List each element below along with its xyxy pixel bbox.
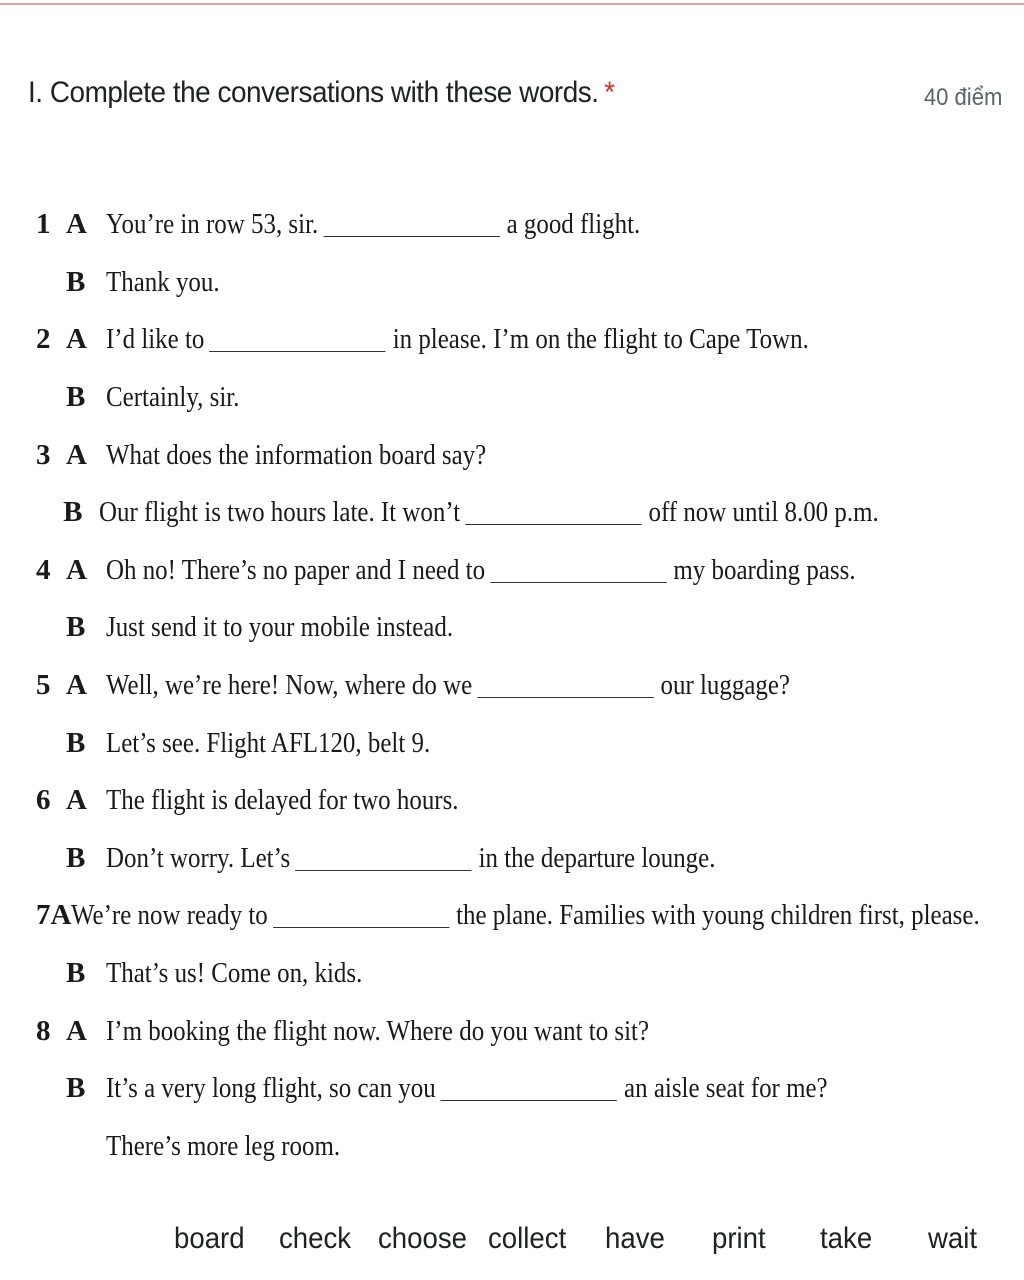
speaker-label: A [66,208,87,241]
speaker-label: A [66,553,87,586]
points-label: 40 điểm [923,84,1002,111]
text-after-blank: the plane. Families with young children first, please. [456,899,981,932]
dialogue-line [36,426,1006,484]
required-asterisk: * [604,76,615,109]
dialogue-text [106,554,856,587]
dialogue-line [36,945,1006,1003]
top-divider [0,3,1024,5]
item-number: 2 [36,323,51,356]
dialogue-line [36,1118,1006,1176]
dialogue-text [99,496,879,529]
text-before-blank: Just send it to your mobile instead. [106,611,454,644]
dialogue-text [106,323,809,356]
text-before-blank: Certainly, sir. [106,381,240,414]
speaker-label: B [66,841,86,874]
word-bank-item: check [279,1222,352,1255]
speaker-label: A [66,438,87,471]
speaker-label: B [66,1072,86,1105]
answer-blank [466,523,642,525]
dialogue-line [36,311,1006,369]
speaker-label: B [63,496,83,529]
word-bank-item: print [712,1222,766,1255]
speaker-label: A [66,784,87,817]
dialogue-line [36,830,1006,888]
dialogue-line [36,254,1006,312]
dialogue-line [36,196,1006,254]
dialogue-line [36,887,1006,945]
dialogue-text [106,1015,649,1048]
item-number: 4 [36,553,51,586]
answer-blank [441,1099,617,1101]
text-before-blank: It’s a very long flight, so can you [106,1072,436,1105]
dialogue-text [106,842,715,875]
text-before-blank: There’s more leg room. [106,1129,341,1162]
item-number: 7 [36,899,51,932]
answer-blank [477,696,653,698]
word-bank-item: collect [488,1222,567,1255]
text-after-blank: in please. I’m on the flight to Cape Town. [392,323,809,356]
item-number: 8 [36,1014,51,1047]
text-before-blank: Well, we’re here! Now, where do we [106,669,473,702]
dialogue-line [36,599,1006,657]
speaker-label: A [66,669,87,702]
text-before-blank: Our flight is two hours late. It won’t [99,496,461,529]
dialogue-text [106,669,790,702]
item-number: 1 [36,208,51,241]
item-number: 3 [36,438,51,471]
dialogue-line [36,657,1006,715]
speaker-label: A [50,899,72,932]
text-before-blank: Don’t worry. Let’s [106,841,291,874]
text-before-blank: We’re now ready to [71,899,269,932]
word-bank-item: take [820,1222,873,1255]
dialogue-text [106,957,362,990]
answer-blank [273,926,449,928]
dialogue-text [106,208,640,241]
text-before-blank: I’m booking the flight now. Where do you want to sit? [106,1014,650,1047]
text-before-blank: Let’s see. Flight AFL120, belt 9. [106,726,431,759]
text-after-blank: a good flight. [506,208,641,241]
speaker-label: B [66,611,86,644]
text-before-blank: Oh no! There’s no paper and I need to [106,553,486,586]
word-bank-item: choose [378,1222,468,1255]
dialogue-text [106,727,430,760]
speaker-label: B [66,381,86,414]
question-title-text: I. Complete the conversations with these words. [28,76,599,109]
text-before-blank: The flight is delayed for two hours. [106,784,459,817]
answer-blank [490,581,666,583]
text-after-blank: my boarding pass. [673,553,856,586]
dialogue-line [36,772,1006,830]
dialogue-exercise [36,196,1006,1175]
dialogue-text [106,381,239,414]
text-after-blank: off now until 8.00 p.m. [648,496,880,529]
dialogue-line [36,1002,1006,1060]
dialogue-line [36,484,1006,542]
word-bank-item: board [174,1222,245,1255]
text-after-blank: our luggage? [660,669,791,702]
text-after-blank: in the departure lounge. [478,841,716,874]
item-number: 5 [36,669,51,702]
text-before-blank: What does the information board say? [106,438,487,471]
text-after-blank: an aisle seat for me? [624,1072,828,1105]
speaker-label: B [66,726,86,759]
word-bank-item: have [605,1222,665,1255]
word-bank [0,1222,1024,1262]
speaker-label: A [66,1014,87,1047]
text-before-blank: That’s us! Come on, kids. [106,957,363,990]
speaker-label: B [66,957,86,990]
dialogue-text [106,784,459,817]
dialogue-text [106,439,486,472]
speaker-label: A [66,323,87,356]
dialogue-line [36,369,1006,427]
answer-blank [210,350,386,352]
question-header [28,72,1008,122]
dialogue-text [106,1130,340,1163]
dialogue-line [36,542,1006,600]
dialogue-line [36,714,1006,772]
question-title [28,76,615,110]
dialogue-line [36,1060,1006,1118]
item-number: 6 [36,784,51,817]
dialogue-text [106,1072,828,1105]
dialogue-text [71,899,980,932]
word-bank-item: wait [928,1222,978,1255]
answer-blank [323,235,499,237]
dialogue-text [106,611,453,644]
speaker-label: B [66,265,86,298]
text-before-blank: Thank you. [106,265,220,298]
text-before-blank: You’re in row 53, sir. [106,208,319,241]
text-before-blank: I’d like to [106,323,205,356]
answer-blank [295,869,471,871]
dialogue-text [106,266,220,299]
